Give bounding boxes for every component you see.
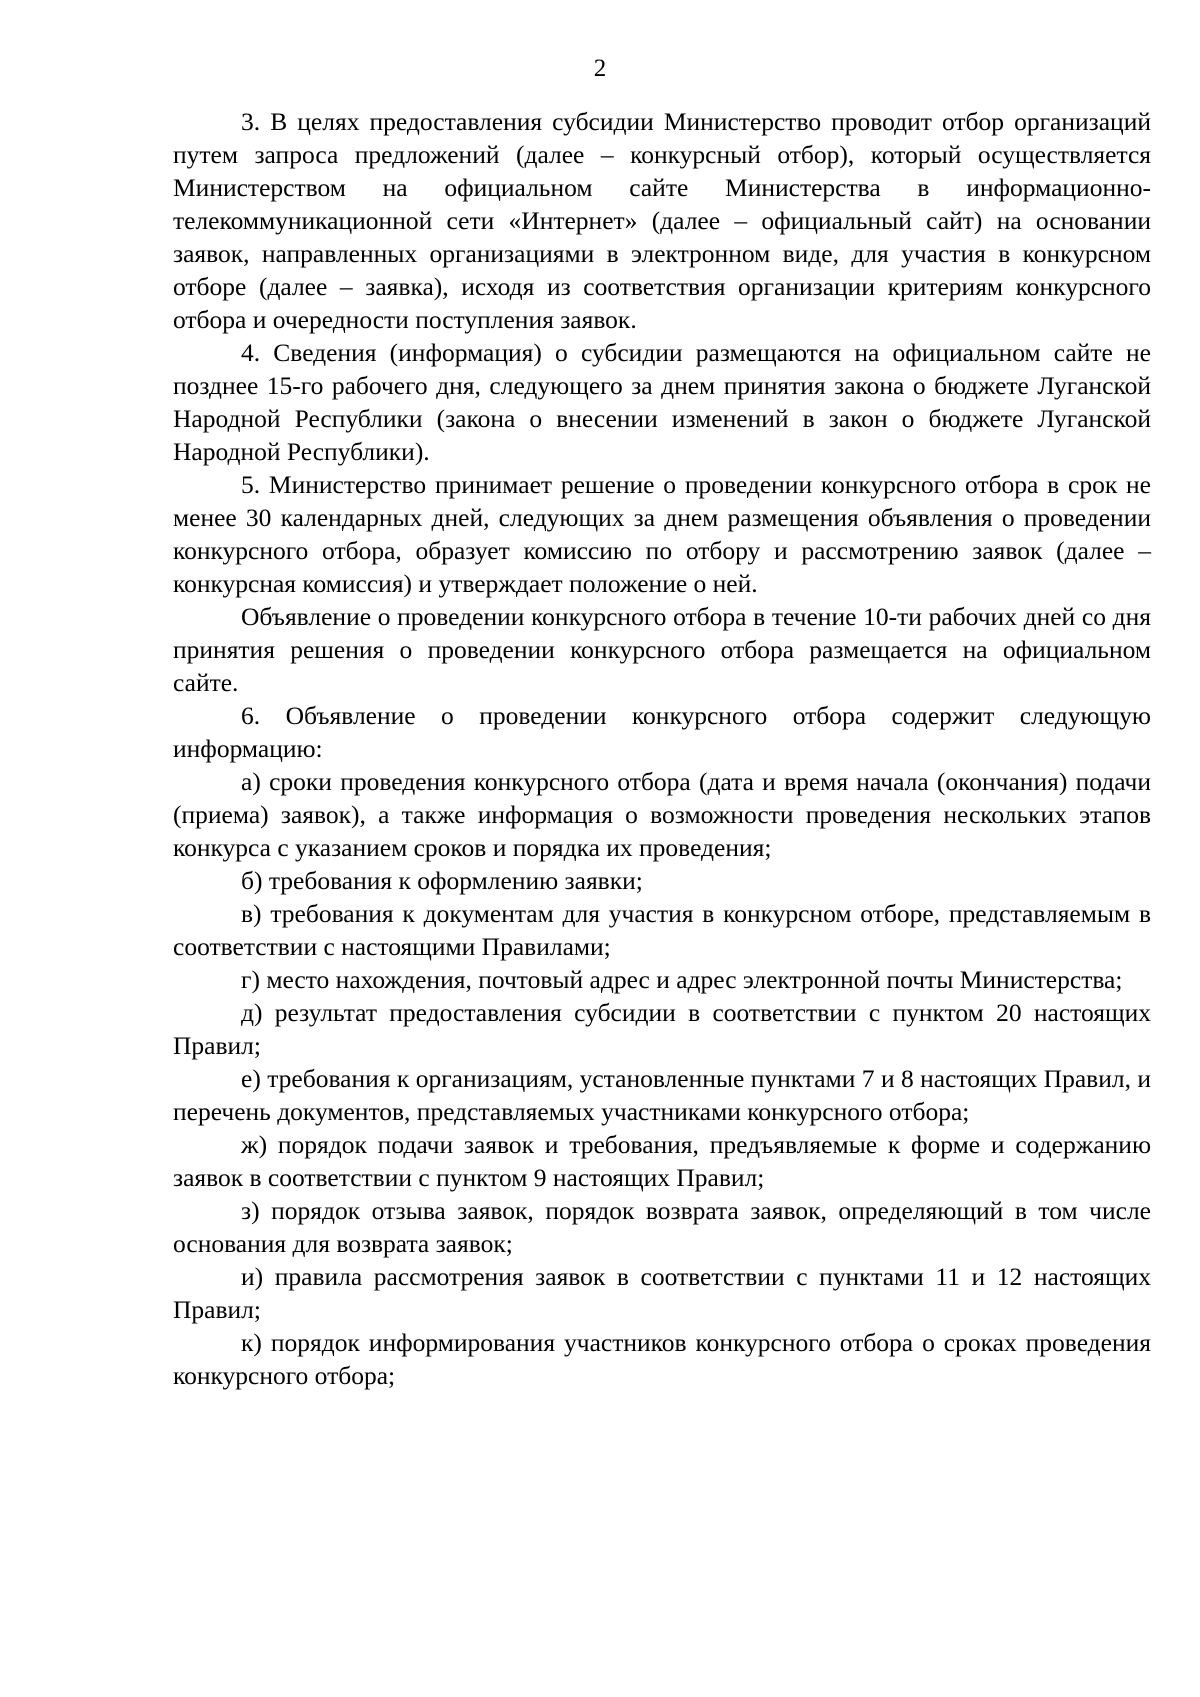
list-item-i: и) правила рассмотрения заявок в соответствии с пунктами 11 и 12 настоящих Правил; xyxy=(173,1262,1151,1324)
list-item-v: в) требования к документам для участия в конкурсном отборе, представляемым в соответствии с настоящими Правилами; xyxy=(173,899,1151,961)
document-body xyxy=(173,105,1151,1392)
paragraph-6: 6. Объявление о проведении конкурсного отбора содержит следующую информацию: xyxy=(173,701,1151,763)
paragraph-5: 5. Министерство принимает решение о проведении конкурсного отбора в срок не менее 30 календарных дней, следующих за днем размещения объявления о проведении конкурсного отбора, образует комиссию по отбору и рассмотрению заявок (далее – конкурсная комиссия) и утверждает положение о ней. xyxy=(173,470,1151,598)
list-item-e: е) требования к организациям, установленные пунктами 7 и 8 настоящих Правил, и перечень документов, представляемых участниками конкурсного отбора; xyxy=(173,1064,1151,1126)
paragraph-5-announcement: Объявление о проведении конкурсного отбора в течение 10-ти рабочих дней со дня принятия решения о проведении конкурсного отбора размещается на официальном сайте. xyxy=(173,602,1151,697)
list-item-a: а) сроки проведения конкурсного отбора (дата и время начала (окончания) подачи (приема) заявок), а также информация о возможности проведения нескольких этапов конкурса с указанием сроков и порядка их проведения; xyxy=(173,767,1151,862)
page-number: 2 xyxy=(593,55,607,82)
list-item-z: з) порядок отзыва заявок, порядок возврата заявок, определяющий в том числе основания для возврата заявок; xyxy=(173,1196,1151,1258)
list-item-b: б) требования к оформлению заявки; xyxy=(241,866,643,895)
list-item-zh: ж) порядок подачи заявок и требования, предъявляемые к форме и содержанию заявок в соответствии с пунктом 9 настоящих Правил; xyxy=(173,1130,1151,1192)
list-item-k: к) порядок информирования участников конкурсного отбора о сроках проведения конкурсного отбора; xyxy=(173,1328,1151,1390)
list-item-g: г) место нахождения, почтовый адрес и адрес электронной почты Министерства; xyxy=(241,965,1123,994)
paragraph-4: 4. Сведения (информация) о субсидии размещаются на официальном сайте не позднее 15-го рабочего дня, следующего за днем принятия закона о бюджете Луганской Народной Республики (закона о внесении изменений в закон о бюджете Луганской Народной Республики). xyxy=(173,338,1151,466)
paragraph-3: 3. В целях предоставления субсидии Министерство проводит отбор организаций путем запроса предложений (далее – конкурсный отбор), который осуществляется Министерством на официальном сайте Министерства в информационно-телекоммуникационной сети «Интернет» (далее – официальный сайт) на основании заявок, направленных организациями в электронном виде, для участия в конкурсном отборе (далее – заявка), исходя из соответствия организации критериям конкурсного отбора и очередности поступления заявок. xyxy=(173,107,1151,334)
list-item-d: д) результат предоставления субсидии в соответствии с пунктом 20 настоящих Правил; xyxy=(173,998,1151,1060)
